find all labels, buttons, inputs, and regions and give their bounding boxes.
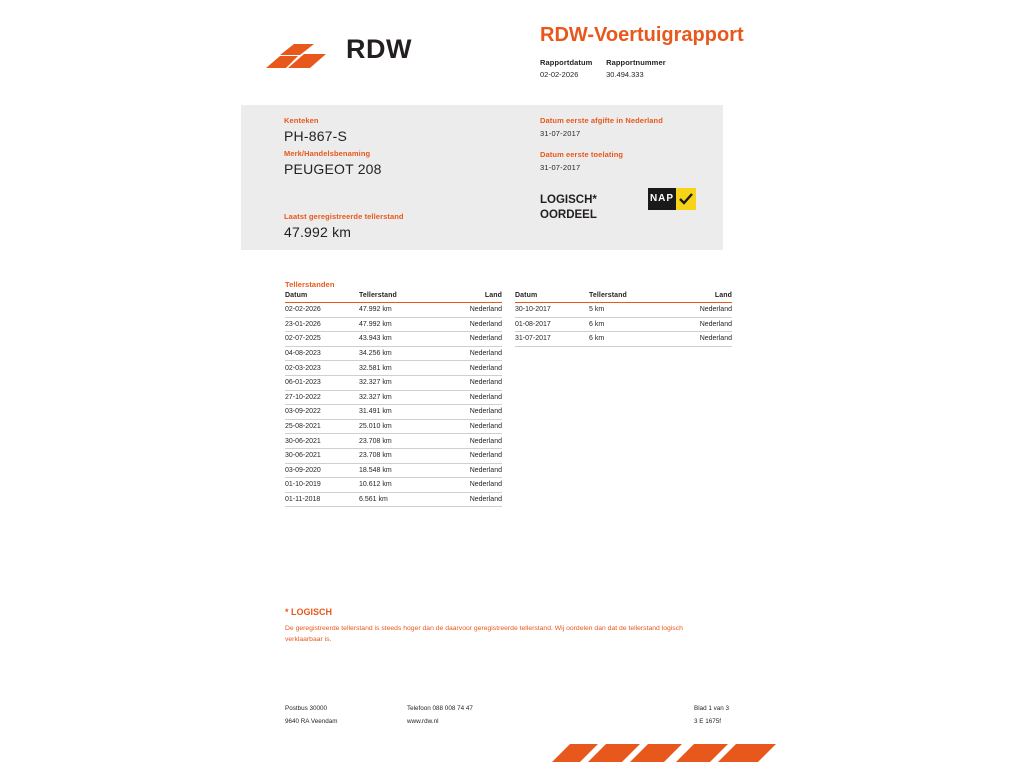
cell-country: Nederland xyxy=(667,332,732,347)
cell-date: 30-10-2017 xyxy=(515,303,589,318)
rdw-logo-text: RDW xyxy=(346,34,412,64)
report-title: RDW-Voertuigrapport xyxy=(540,24,744,46)
cell-country: Nederland xyxy=(667,303,732,318)
cell-date: 30-06-2021 xyxy=(285,448,359,463)
footer-website[interactable]: www.rdw.nl xyxy=(407,718,439,725)
table-row xyxy=(515,303,732,318)
verdict-line-1: LOGISCH* xyxy=(540,194,597,206)
cell-odometer: 34.256 km xyxy=(359,346,437,361)
report-number-block xyxy=(606,58,666,79)
cell-date: 27-10-2022 xyxy=(285,390,359,405)
cell-country: Nederland xyxy=(437,492,502,507)
checkmark-icon xyxy=(678,191,694,207)
cell-date: 02-03-2023 xyxy=(285,361,359,376)
column-header-country: Land xyxy=(437,292,502,303)
cell-odometer: 47.992 km xyxy=(359,317,437,332)
cell-odometer: 43.943 km xyxy=(359,332,437,347)
footer-address-line-1: Postbus 30000 xyxy=(285,705,328,712)
footer-pagination xyxy=(694,702,729,728)
table-header-row xyxy=(515,292,732,303)
cell-country: Nederland xyxy=(437,463,502,478)
report-date-value: 02-02-2026 xyxy=(540,70,579,79)
odometer-section-title: Tellerstanden xyxy=(285,280,335,289)
rdw-logo xyxy=(262,20,502,80)
cell-country: Nederland xyxy=(437,361,502,376)
footer-decoration xyxy=(552,736,787,768)
make-block xyxy=(284,149,382,177)
note-body: De geregistreerde tellerstand is steeds hoger dan de daarvoor geregistreerde tellerstand. Wij oordelen dan dat de tellerstand logisch verklaarbaar is. xyxy=(285,625,683,643)
cell-date: 23-01-2026 xyxy=(285,317,359,332)
table-row xyxy=(515,317,732,332)
table-row xyxy=(515,332,732,347)
table-header-row xyxy=(285,292,502,303)
column-header-date: Datum xyxy=(515,292,589,303)
make-value: PEUGEOT 208 xyxy=(284,161,382,177)
cell-odometer: 23.708 km xyxy=(359,434,437,449)
table-row xyxy=(285,317,502,332)
rdw-footer-graphic-icon xyxy=(552,736,787,768)
cell-date: 03-09-2020 xyxy=(285,463,359,478)
cell-country: Nederland xyxy=(437,346,502,361)
nap-badge xyxy=(648,188,696,210)
rdw-logo-icon xyxy=(264,40,332,72)
cell-odometer: 47.992 km xyxy=(359,303,437,318)
cell-odometer: 10.612 km xyxy=(359,478,437,493)
first-admission-label: Datum eerste toelating xyxy=(540,150,624,159)
cell-odometer: 6 km xyxy=(589,317,667,332)
cell-country: Nederland xyxy=(667,317,732,332)
report-date-block xyxy=(540,58,604,79)
cell-odometer: 32.327 km xyxy=(359,375,437,390)
cell-odometer: 32.581 km xyxy=(359,361,437,376)
last-odometer-value: 47.992 km xyxy=(284,224,352,240)
column-header-date: Datum xyxy=(285,292,359,303)
table-row xyxy=(285,332,502,347)
cell-date: 04-08-2023 xyxy=(285,346,359,361)
report-meta xyxy=(540,58,840,79)
report-date-label: Rapportdatum xyxy=(540,58,593,67)
nap-badge-text: NAP xyxy=(648,188,676,210)
first-admission-block xyxy=(540,150,623,172)
report-number-value: 30.494.333 xyxy=(606,70,644,79)
verdict-block xyxy=(540,193,597,223)
cell-country: Nederland xyxy=(437,405,502,420)
first-issue-value: 31-07-2017 xyxy=(540,129,581,138)
licence-block xyxy=(284,116,347,144)
odometer-table-right xyxy=(515,292,732,347)
cell-date: 01-11-2018 xyxy=(285,492,359,507)
cell-date: 30-06-2021 xyxy=(285,434,359,449)
cell-country: Nederland xyxy=(437,448,502,463)
table-row xyxy=(285,419,502,434)
cell-odometer: 32.327 km xyxy=(359,390,437,405)
column-header-odometer: Tellerstand xyxy=(359,292,437,303)
first-issue-label: Datum eerste afgifte in Nederland xyxy=(540,116,663,125)
table-row xyxy=(285,463,502,478)
last-odometer-block xyxy=(284,212,404,240)
verdict-line-2: OORDEEL xyxy=(540,209,597,221)
make-label: Merk/Handelsbenaming xyxy=(284,149,371,158)
column-header-country: Land xyxy=(667,292,732,303)
cell-country: Nederland xyxy=(437,390,502,405)
table-row xyxy=(285,361,502,376)
cell-odometer: 6 km xyxy=(589,332,667,347)
cell-odometer: 6.561 km xyxy=(359,492,437,507)
footer-address-line-2: 9640 RA Veendam xyxy=(285,718,338,725)
last-odometer-label: Laatst geregistreerde tellerstand xyxy=(284,212,404,221)
cell-country: Nederland xyxy=(437,303,502,318)
table-row xyxy=(285,375,502,390)
footer-phone: Telefoon 088 008 74 47 xyxy=(407,705,473,712)
cell-country: Nederland xyxy=(437,317,502,332)
cell-country: Nederland xyxy=(437,332,502,347)
footer-address xyxy=(285,702,338,728)
licence-value: PH-867-S xyxy=(284,128,348,144)
cell-date: 02-02-2026 xyxy=(285,303,359,318)
table-row xyxy=(285,303,502,318)
table-row xyxy=(285,448,502,463)
cell-country: Nederland xyxy=(437,478,502,493)
first-admission-value: 31-07-2017 xyxy=(540,163,581,172)
cell-odometer: 18.548 km xyxy=(359,463,437,478)
cell-odometer: 25.010 km xyxy=(359,419,437,434)
first-issue-block xyxy=(540,116,663,138)
vehicle-summary-panel xyxy=(241,105,723,250)
table-row xyxy=(285,492,502,507)
cell-country: Nederland xyxy=(437,419,502,434)
cell-odometer: 23.708 km xyxy=(359,448,437,463)
footer-form-code: 3 E 1675f xyxy=(694,718,721,725)
footer-page-number: Blad 1 van 3 xyxy=(694,705,730,712)
cell-date: 31-07-2017 xyxy=(515,332,589,347)
footer-contact xyxy=(407,702,473,728)
cell-odometer: 5 km xyxy=(589,303,667,318)
cell-date: 03-09-2022 xyxy=(285,405,359,420)
table-row xyxy=(285,346,502,361)
table-row xyxy=(285,434,502,449)
cell-odometer: 31.491 km xyxy=(359,405,437,420)
cell-date: 01-08-2017 xyxy=(515,317,589,332)
table-row xyxy=(285,390,502,405)
table-row xyxy=(285,478,502,493)
note-title: * LOGISCH xyxy=(285,607,333,617)
cell-date: 06-01-2023 xyxy=(285,375,359,390)
column-header-odometer: Tellerstand xyxy=(589,292,667,303)
odometer-table-left xyxy=(285,292,502,507)
cell-date: 02-07-2025 xyxy=(285,332,359,347)
cell-country: Nederland xyxy=(437,375,502,390)
licence-label: Kenteken xyxy=(284,116,319,125)
cell-date: 01-10-2019 xyxy=(285,478,359,493)
cell-date: 25-08-2021 xyxy=(285,419,359,434)
table-row xyxy=(285,405,502,420)
report-number-label: Rapportnummer xyxy=(606,58,666,67)
cell-country: Nederland xyxy=(437,434,502,449)
